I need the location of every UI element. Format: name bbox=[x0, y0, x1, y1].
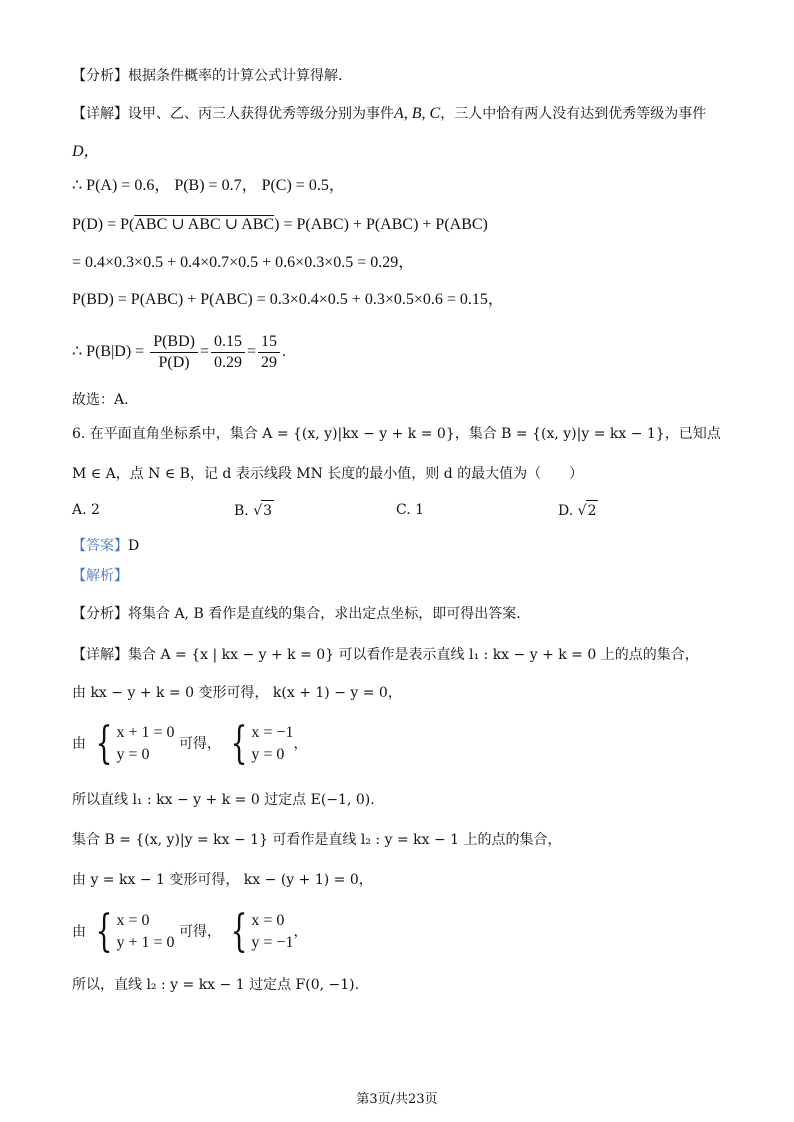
option-c: C. 1 bbox=[396, 502, 425, 518]
frac-den: P(D) bbox=[158, 353, 190, 371]
q6-system-1 bbox=[72, 718, 308, 769]
page-footer: 第3页/共23页 bbox=[356, 1092, 438, 1107]
question-6-line-1: 6. 在平面直角坐标系中，集合 A = {(x, y)|kx − y + k = 0}，集合 B = {(x, y)|y = kx − 1}，已知点 bbox=[72, 426, 721, 442]
answer-line bbox=[72, 536, 139, 556]
option-d: D. √2 bbox=[558, 500, 598, 521]
equation-system: { x + 1 = 0 y = 0 bbox=[96, 718, 175, 769]
pd-sum: ) = P(ABC) + P(ABC) + P(ABC) bbox=[274, 216, 488, 233]
option-d-label: D. bbox=[558, 503, 574, 519]
q6-system-2 bbox=[72, 906, 308, 957]
comma: ， bbox=[293, 924, 308, 940]
equation-system: { x = 0 y + 1 = 0 bbox=[96, 906, 175, 957]
q6-detail-line-4: 所以直线 l₁ : kx − y + k = 0 过定点 E(−1, 0). bbox=[72, 792, 375, 808]
system-row: x = 0 bbox=[116, 912, 150, 929]
option-d-value: 2 bbox=[586, 500, 599, 521]
system-mid: 可得， bbox=[178, 736, 221, 752]
system-row: x = −1 bbox=[251, 724, 294, 741]
system-row: y = −1 bbox=[251, 934, 294, 951]
system-mid: 可得， bbox=[178, 924, 221, 940]
option-b-label: B. bbox=[234, 503, 249, 519]
question-6-line-2: M ∈ A，点 N ∈ B，记 d 表示线段 MN 长度的最小值，则 d 的最大值为（ ） bbox=[72, 466, 584, 482]
option-b: B. √3 bbox=[234, 500, 274, 521]
fraction-pbd-pd bbox=[150, 332, 198, 373]
event-d-line: D， bbox=[72, 143, 100, 160]
system-row: y + 1 = 0 bbox=[116, 934, 175, 951]
equation-system: { x = −1 y = 0 bbox=[231, 718, 294, 769]
frac-den: 29 bbox=[261, 353, 278, 371]
detail-line-1 bbox=[72, 104, 706, 124]
probabilities-line: ∴ P(A) = 0.6， P(B) = 0.7， P(C) = 0.5， bbox=[72, 177, 345, 194]
detail-text: 【详解】设甲、乙、丙三人获得优秀等级分别为事件 bbox=[72, 106, 394, 122]
system-row: y = 0 bbox=[116, 746, 150, 763]
detail-text-cont: ，三人中恰有两人没有达到优秀等级为事件 bbox=[440, 106, 707, 122]
q6-detail-line-5: 集合 B = {(x, y)|y = kx − 1} 可看作是直线 l₂ : y = kx − 1 上的点的集合， bbox=[72, 832, 562, 848]
q6-detail-line-2: 由 kx − y + k = 0 变形可得， k(x + 1) − y = 0， bbox=[72, 685, 402, 701]
fraction-decimal bbox=[211, 332, 245, 373]
pd-lhs: P(D) = P( bbox=[72, 216, 135, 233]
cond-lead: ∴ P(B|D) = bbox=[72, 343, 145, 360]
answer-label: 【答案】 bbox=[72, 538, 128, 554]
system-lead: 由 bbox=[72, 924, 86, 940]
conditional-prob-line: ∴ P(B|D) = $\frac{P(BD)}{P(D)}$ = $\frac{0.15}{0.29}$ = $\frac{15}{29}$ . bbox=[72, 332, 287, 371]
answer-value: D bbox=[128, 538, 140, 554]
q6-detail-line-8: 所以，直线 l₂ : y = kx − 1 过定点 F(0, −1). bbox=[72, 977, 360, 993]
events-abc: A, B, C bbox=[394, 105, 441, 122]
pbd-line: P(BD) = P(ABC) + P(ABC) = 0.3×0.4×0.5 + 0.3×0.5×0.6 = 0.15， bbox=[72, 291, 504, 308]
fraction-result bbox=[258, 332, 280, 373]
q6-analysis-line: 【分析】将集合 A, B 看作是直线的集合，求出定点坐标，即可得出答案. bbox=[72, 606, 521, 622]
frac-num: P(BD) bbox=[150, 332, 198, 353]
equation-system: { x = 0 y = −1 bbox=[231, 906, 294, 957]
pd-value-line: = 0.4×0.3×0.5 + 0.4×0.7×0.5 + 0.6×0.3×0.5 = 0.29， bbox=[72, 254, 415, 271]
solution-label: 【解析】 bbox=[72, 568, 128, 584]
period: . bbox=[282, 343, 287, 360]
system-row: x = 0 bbox=[251, 912, 285, 929]
option-b-value: 3 bbox=[261, 500, 274, 521]
frac-num: 0.15 bbox=[211, 332, 245, 353]
comma: ， bbox=[293, 736, 308, 752]
frac-den: 0.29 bbox=[214, 353, 242, 371]
choose-line: 故选：A. bbox=[72, 392, 129, 408]
system-row: x + 1 = 0 bbox=[116, 724, 175, 741]
pd-union: ABC ∪ ABC ∪ ABC bbox=[134, 216, 275, 233]
q6-detail-line-6: 由 y = kx − 1 变形可得， kx − (y + 1) = 0， bbox=[72, 872, 373, 888]
system-lead: 由 bbox=[72, 736, 86, 752]
system-row: y = 0 bbox=[251, 746, 285, 763]
pd-formula-line bbox=[72, 215, 488, 235]
q6-detail-line-1: 【详解】集合 A = {x | kx − y + k = 0} 可以看作是表示直线 l₁ : kx − y + k = 0 上的点的集合， bbox=[72, 647, 699, 663]
analysis-line: 【分析】根据条件概率的计算公式计算得解. bbox=[72, 68, 343, 84]
option-a: A. 2 bbox=[72, 502, 100, 518]
frac-num: 15 bbox=[258, 332, 280, 353]
